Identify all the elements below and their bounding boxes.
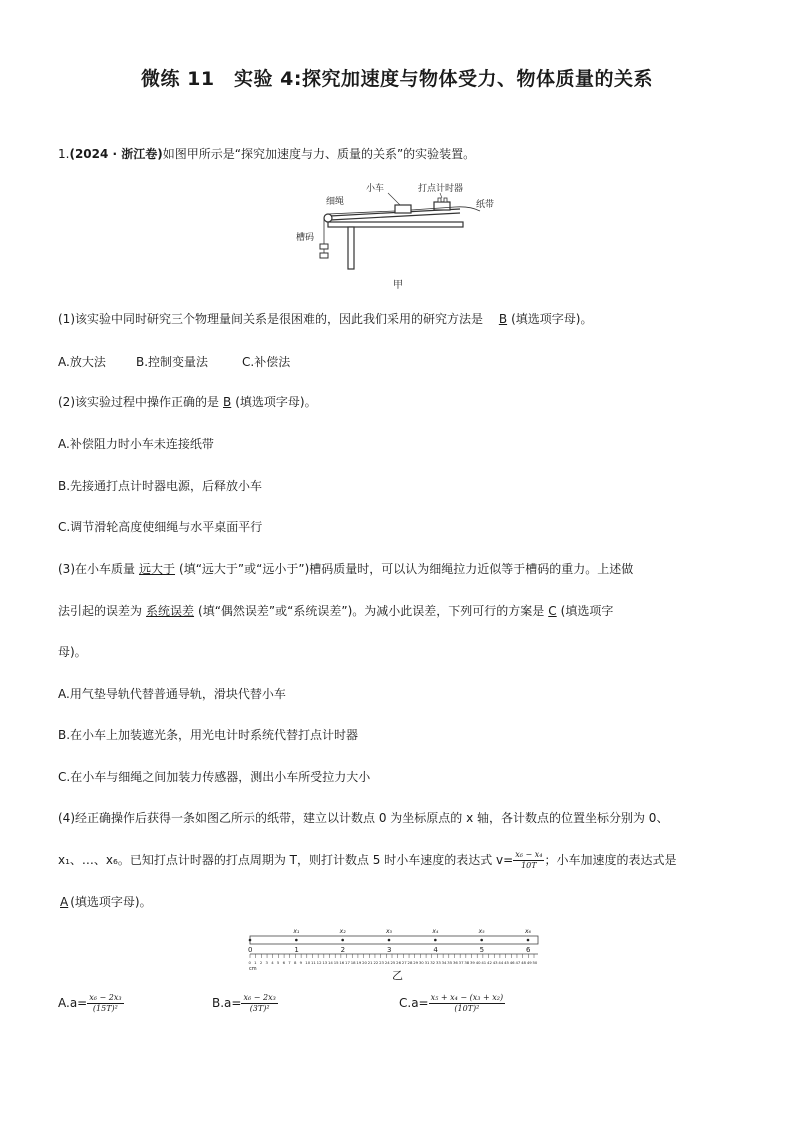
x-coordinate-label: x₃ [386,928,392,935]
count-point-dot [480,939,483,942]
option-a-label: A.a= [58,996,88,1010]
ruler-number: 13 [322,960,328,965]
ruler-number: 35 [447,960,453,965]
part-3-text-c: 法引起的误差为 [58,604,143,618]
part-4-answer: A [60,895,69,909]
x-coordinate-label: x₅ [478,928,485,935]
count-point-dot [249,939,252,942]
option-c-fraction [429,993,505,1014]
option-b-denominator: (3T)² [249,1004,270,1013]
part-3-option-c: C.在小车与细绳之间加装力传感器，测出小车所受拉力大小 [58,770,371,784]
part-3-answer-3: C [548,604,557,618]
part-3-option-b: B.在小车上加装遮光条，用光电计时系统代替打点计时器 [58,728,359,742]
part-1-option-a: A.放大法 [58,355,106,369]
part-4-option-b [212,993,278,1014]
ruler-number: 11 [310,960,316,965]
ruler-number: 46 [509,960,515,965]
ruler-number: 1 [254,960,257,965]
part-3-text-e: (填选项字 [560,604,614,618]
count-point-label: 4 [433,946,438,954]
ruler-number: 4 [271,960,274,965]
ruler-number: 10 [305,960,311,965]
ruler-number: 47 [515,960,521,965]
part-4-option-a [58,993,124,1014]
ruler-number: 25 [390,960,396,965]
x-coordinate-label: x₂ [339,928,346,935]
count-point-dot [434,939,437,942]
part-4-line-3 [58,893,152,911]
part-3-answer-2: 系统误差 [146,604,195,618]
part-2-text-a: (2)该实验过程中操作正确的是 [58,395,219,409]
ruler-number: 36 [452,960,458,965]
ruler-number: 16 [339,960,345,965]
ruler-number: 31 [424,960,430,965]
question-number: 1. [58,147,70,161]
part-2-answer: B [223,395,232,409]
part-3-line-1 [58,560,633,578]
velocity-numerator: x₆ − x₄ [515,850,543,859]
part-2-option-a: A.补偿阻力时小车未连接纸带 [58,437,214,451]
ruler-number: 6 [282,960,286,965]
count-point-dot [388,939,391,942]
ruler-number: 32 [430,960,436,965]
ruler-number: 14 [328,960,333,965]
part-3-answer-1: 远大于 [139,562,176,576]
ruler-number: 9 [299,960,303,965]
ruler-number: 0 [248,960,251,965]
count-point-label: 2 [340,946,346,954]
part-1-answer: B [498,312,508,326]
ruler-number: 49 [526,960,532,965]
part-3-text-a: (3)在小车质量 [58,562,135,576]
count-point-dot [295,939,298,942]
ruler-number: 40 [475,960,481,965]
ruler-number: 48 [521,960,526,965]
option-a-fraction [87,993,123,1014]
part-1-option-b: B.控制变量法 [136,355,209,369]
label-rope: 细绳 [326,197,345,207]
ruler-unit: cm [249,966,257,972]
part-4-text-b: x₁、…、x₆。已知打点计时器的打点周期为 T，则打计数点 5 时小车速度的表达式 v= [58,853,514,867]
caption-jia: 甲 [393,280,403,291]
page-title: 微练 11 实验 4:探究加速度与物体受力、物体质量的关系 [141,68,653,90]
ruler-number: 38 [464,960,470,965]
ruler-number: 33 [435,960,441,965]
part-2-question [58,393,317,411]
question-text: 如图甲所示是“探究加速度与力、质量的关系”的实验装置。 [162,147,476,161]
option-a-denominator: (15T)² [92,1004,118,1013]
count-point-label: 5 [479,946,485,954]
part-3-option-a: A.用气垫导轨代替普通导轨，滑块代替小车 [58,687,286,701]
ruler-number: 50 [532,960,538,965]
ruler-number: 21 [367,960,373,965]
part-2-option-b: B.先接通打点计时器电源，后释放小车 [58,479,263,493]
figure-jia-apparatus [290,176,520,296]
ruler-number: 27 [401,960,407,965]
part-1-question [58,310,592,328]
ruler-number: 19 [356,960,362,965]
ruler-number: 37 [458,960,464,965]
part-4-text-c: ；小车加速度的表达式是 [544,853,677,867]
ruler-number: 22 [373,960,379,965]
ruler-number: 44 [498,960,504,965]
option-a-numerator: x₆ − 2x₃ [89,993,122,1002]
part-3-line-2 [58,602,613,620]
label-weight: 槽码 [296,233,315,243]
ruler-number: 43 [492,960,498,965]
ruler-number: 30 [418,960,424,965]
caption-yi: 乙 [392,969,403,982]
tape-strip [250,936,538,944]
part-3-text-b: (填“远大于”或“远小于”)槽码质量时，可以认为细绳拉力近似等于槽码的重力。上述做 [179,562,634,576]
count-point-label: 3 [387,946,392,954]
x-coordinate-label: x₄ [432,928,439,935]
ruler-number: 45 [504,960,509,965]
ruler-number: 41 [481,960,487,965]
ruler-number: 39 [470,960,475,965]
part-1-option-c: C.补偿法 [242,355,291,369]
ruler-number: 20 [362,960,367,965]
ruler-number: 42 [487,960,492,965]
question-source: (2024 · 浙江卷) [69,147,163,161]
ruler-number: 34 [441,960,447,965]
ruler-number: 5 [276,960,280,965]
option-c-numerator: x₅ + x₄ − (x₃ + x₂) [430,993,504,1002]
option-c-label: C.a= [399,996,429,1010]
option-c-denominator: (10T)² [454,1004,480,1013]
ruler-number: 17 [345,960,350,965]
option-b-numerator: x₆ − 2x₃ [243,993,276,1002]
x-coordinate-label: x₆ [525,928,531,935]
count-point-label: 6 [526,946,531,954]
ruler-number: 8 [293,960,297,965]
ruler-number: 15 [333,960,339,965]
x-coordinate-label: x₁ [293,928,300,935]
part-4-option-c [399,993,505,1014]
ruler-number: 7 [288,960,291,965]
label-tape: 纸带 [476,200,495,210]
part-2-text-b: (填选项字母)。 [235,395,317,409]
ruler-number: 18 [350,960,356,965]
question-intro [58,145,475,163]
count-point-label: 1 [294,946,299,954]
part-1-text-b: (填选项字母)。 [511,312,593,326]
ruler-number: 2 [259,960,263,965]
ruler-number: 29 [413,960,419,965]
velocity-fraction [513,850,544,871]
ruler-number: 12 [316,960,322,965]
label-timer: 打点计时器 [418,184,464,194]
part-4-text-d: (填选项字母)。 [70,895,152,909]
ruler-number: 26 [396,960,402,965]
count-point-dot [341,939,344,942]
option-b-label: B.a= [212,996,242,1010]
ruler-number: 3 [265,960,268,965]
part-1-text-a: (1)该实验中同时研究三个物理量间关系是很困难的，因此我们采用的研究方法是 [58,312,484,326]
part-3-text-d: (填“偶然误差”或“系统误差”)。为减小此误差，下列可行的方案是 [198,604,545,618]
count-point-dot [527,939,530,942]
ruler-number: 28 [407,960,413,965]
part-4-line-2 [58,850,676,871]
velocity-denominator: 10T [521,861,537,870]
part-2-option-c: C.调节滑轮高度使细绳与水平桌面平行 [58,520,263,534]
ruler-number: 23 [379,960,384,965]
part-4-line-1: (4)经正确操作后获得一条如图乙所示的纸带，建立以计数点 0 为坐标原点的 x 轴，各计数点的位置坐标分别为 0、 [58,811,669,825]
label-cart: 小车 [366,184,385,194]
ruler-number: 24 [384,960,390,965]
part-3-text-f: 母)。 [58,645,87,659]
option-b-fraction [241,993,277,1014]
count-point-label: 0 [248,946,253,954]
